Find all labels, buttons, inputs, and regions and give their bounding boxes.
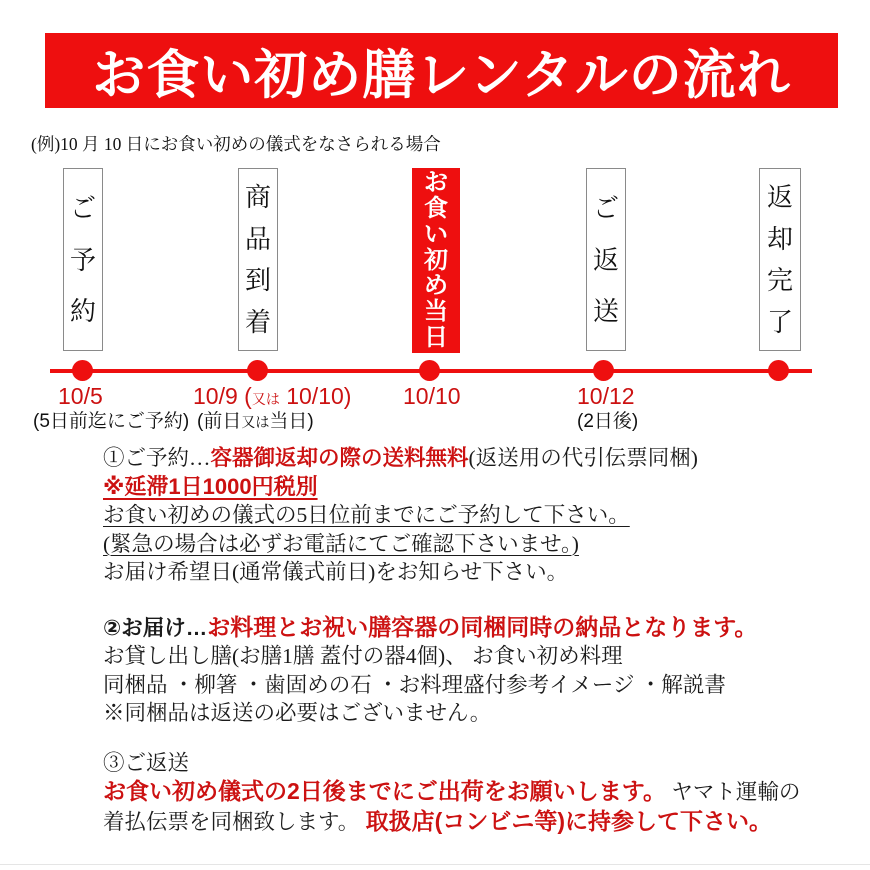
date-note-2: (前日又は当日) [197, 411, 314, 432]
page-title: お食い初め膳レンタルの流れ [92, 45, 791, 105]
step-box-reservation: ご 予 約 [63, 168, 103, 351]
timeline-dot-3 [419, 360, 440, 381]
date-label-4: 10/12 [577, 383, 635, 409]
info-sections [103, 444, 848, 836]
step-box-return-ship: ご 返 送 [586, 168, 626, 351]
section2-line1: ②お届け…お料理とお祝い膳容器の同梱同時の納品となります。 [103, 613, 758, 640]
timeline-dot-4 [593, 360, 614, 381]
bottom-divider [0, 864, 870, 865]
date-label-1: 10/5 [58, 383, 103, 409]
section2-line4: ※同梱品は返送の必要はございません。 [103, 701, 492, 725]
section1-line5: お届け希望日(通常儀式前日)をお知らせ下さい。 [103, 560, 569, 584]
section3-line1: ③ご返送 [103, 750, 190, 775]
section1-line4: (緊急の場合は必ずお電話にてご確認下さいませ。) [103, 531, 579, 556]
timeline-dot-1 [72, 360, 93, 381]
step-box-ceremony-day: お 食 い 初 め 当 日 [412, 168, 460, 353]
timeline-dot-5 [768, 360, 789, 381]
date-label-3: 10/10 [403, 383, 461, 409]
section1-line2: ※延滞1日1000円税別 [103, 473, 318, 499]
timeline-dot-2 [247, 360, 268, 381]
title-banner [45, 33, 838, 108]
section2-line3: 同梱品 ・柳箸 ・歯固めの石 ・お料理盛付参考イメージ ・解説書 [103, 672, 726, 697]
section3-line2: お食い初め儀式の2日後までにご出荷をお願いします。 ヤマト運輸の [103, 778, 801, 804]
date-note-4: (2日後) [577, 411, 639, 432]
step-box-arrival: 商 品 到 着 [238, 168, 278, 351]
date-label-2: 10/9 (又は 10/10) [193, 383, 352, 409]
section3-line3: 着払伝票を同梱致します。 取扱店(コンビニ等)に持参して下さい。 [103, 807, 773, 834]
step-box-return-complete: 返 却 完 了 [759, 168, 801, 351]
section1-line1: ①ご予約…容器御返却の際の送料無料(返送用の代引伝票同梱) [103, 446, 698, 470]
section2-line2: お貸し出し膳(お膳1膳 蓋付の器4個)、 お食い初め料理 [103, 644, 623, 668]
date-note-1: (5日前迄にご予約) [33, 411, 190, 432]
example-note: (例)10 月 10 日にお食い初めの儀式をなさられる場合 [31, 134, 441, 154]
section1-line3: お食い初めの儀式の5日位前までにご予約して下さい。 [103, 503, 630, 527]
